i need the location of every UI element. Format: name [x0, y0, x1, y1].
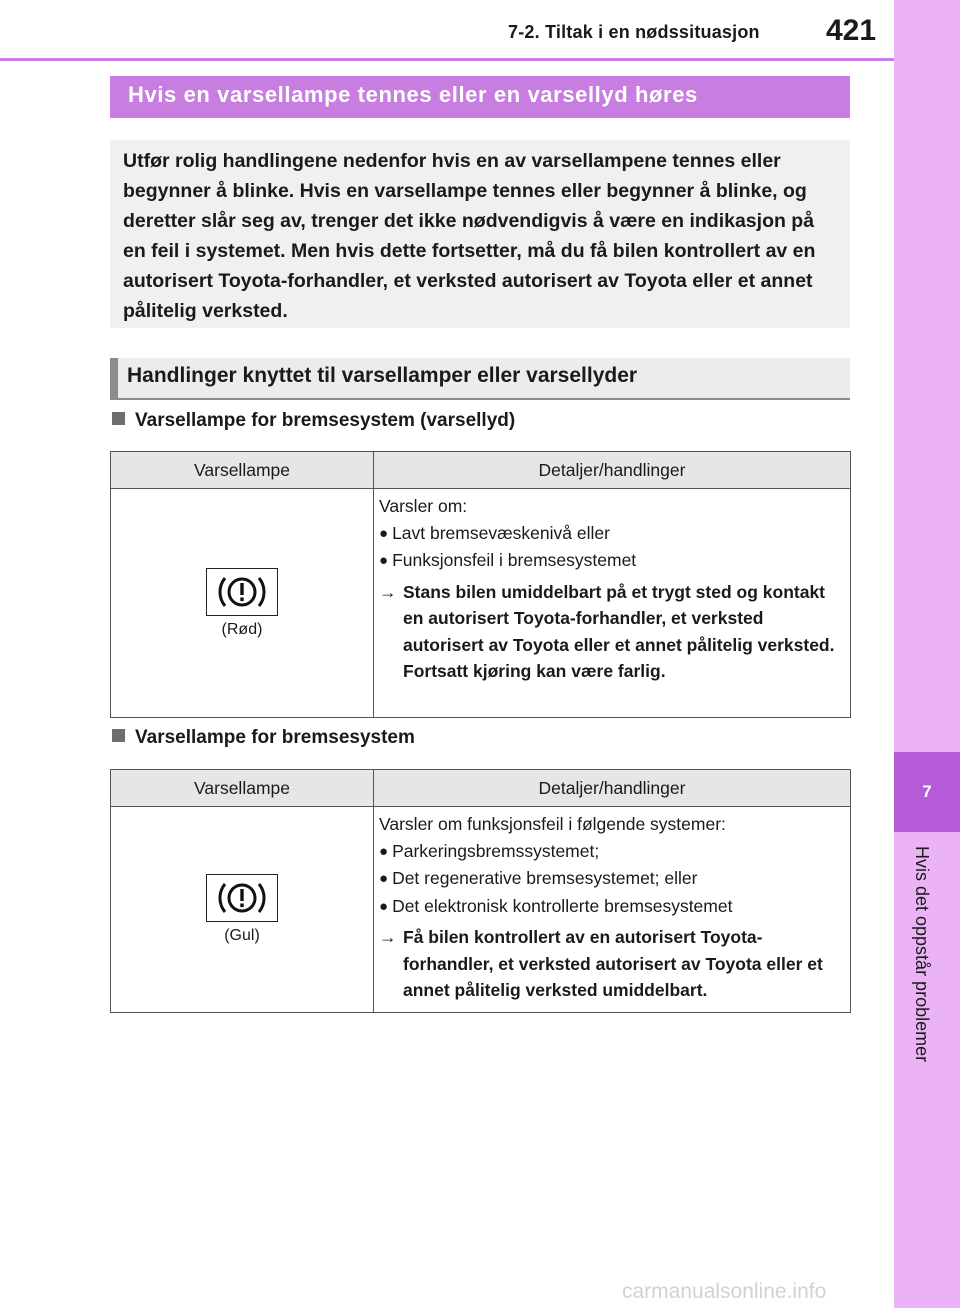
section-banner: Hvis en varsellampe tennes eller en varsellyd høres [110, 76, 850, 118]
header-divider [0, 58, 894, 61]
chapter-side-tab[interactable] [894, 0, 960, 1308]
chapter-number: 7 [894, 752, 960, 832]
chapter-title: Hvis det oppstår problemer [912, 846, 932, 1063]
list-item: ● Funksjonsfeil i bremsesystemet [379, 547, 840, 575]
details-intro: Varsler om funksjonsfeil i følgende systemer: [379, 814, 726, 834]
warning-table-red [110, 451, 851, 718]
column-header-lamp: Varsellampe [111, 452, 374, 489]
details-cell [374, 807, 851, 1013]
square-bullet-icon [112, 729, 125, 742]
watermark: carmanualsonline.info [622, 1280, 827, 1303]
column-header-lamp: Varsellampe [111, 770, 374, 807]
list-item: ● Det regenerative bremsesystemet; eller [379, 865, 840, 893]
lamp-color-caption: (Gul) [224, 926, 260, 944]
section-title: 7-2. Tiltak i en nødssituasjon [508, 22, 760, 42]
subheading: Handlinger knyttet til varsellamper eller varsellyder [110, 358, 850, 400]
action-instruction: → Få bilen kontrollert av en autorisert Toyota-forhandler, et verksted autorisert av Toyota eller et annet pålitelig verksted umiddelbart. [379, 924, 840, 1004]
column-header-details: Detaljer/handlinger [374, 452, 851, 489]
lamp-cell [111, 807, 374, 1013]
lamp-cell [111, 489, 374, 718]
warning-table-yellow [110, 769, 851, 1013]
brake-warning-icon [206, 568, 278, 616]
intro-paragraph: Utfør rolig handlingene nedenfor hvis en av varsellampene tennes eller begynner å blinke. Hvis en varsellampe tennes eller begynner å blinke, og deretter slår seg av, trenger det ikke nødvendigvis å være en indikasjon på en feil i systemet. Men hvis dette fortsetter, må du få bilen kontrollert av en autorisert Toyota-forhandler, et verksted autorisert av Toyota eller et annet pålitelig verksted. [110, 140, 850, 328]
action-instruction: → Stans bilen umiddelbart på et trygt sted og kontakt en autorisert Toyota-forhandler, et verksted autorisert av Toyota eller et annet pålitelig verksted. Fortsatt kjøring kan være farlig. [379, 579, 840, 685]
details-cell [374, 489, 851, 718]
square-bullet-icon [112, 412, 125, 425]
list-item: ● Parkeringsbremssystemet; [379, 838, 840, 866]
lamp-color-caption: (Rød) [221, 620, 263, 638]
details-intro: Varsler om: [379, 496, 468, 516]
item-heading-text: Varsellampe for bremsesystem (varsellyd) [135, 410, 516, 431]
list-item: ● Det elektronisk kontrollerte bremsesystemet [379, 893, 840, 921]
list-item: ● Lavt bremsevæskenivå eller [379, 520, 840, 548]
item-heading-brake [112, 727, 415, 749]
page-number: 421 [826, 14, 877, 47]
item-heading-text: Varsellampe for bremsesystem [135, 727, 415, 748]
column-header-details: Detaljer/handlinger [374, 770, 851, 807]
brake-warning-icon [206, 874, 278, 922]
item-heading-brake-sound [112, 410, 515, 432]
